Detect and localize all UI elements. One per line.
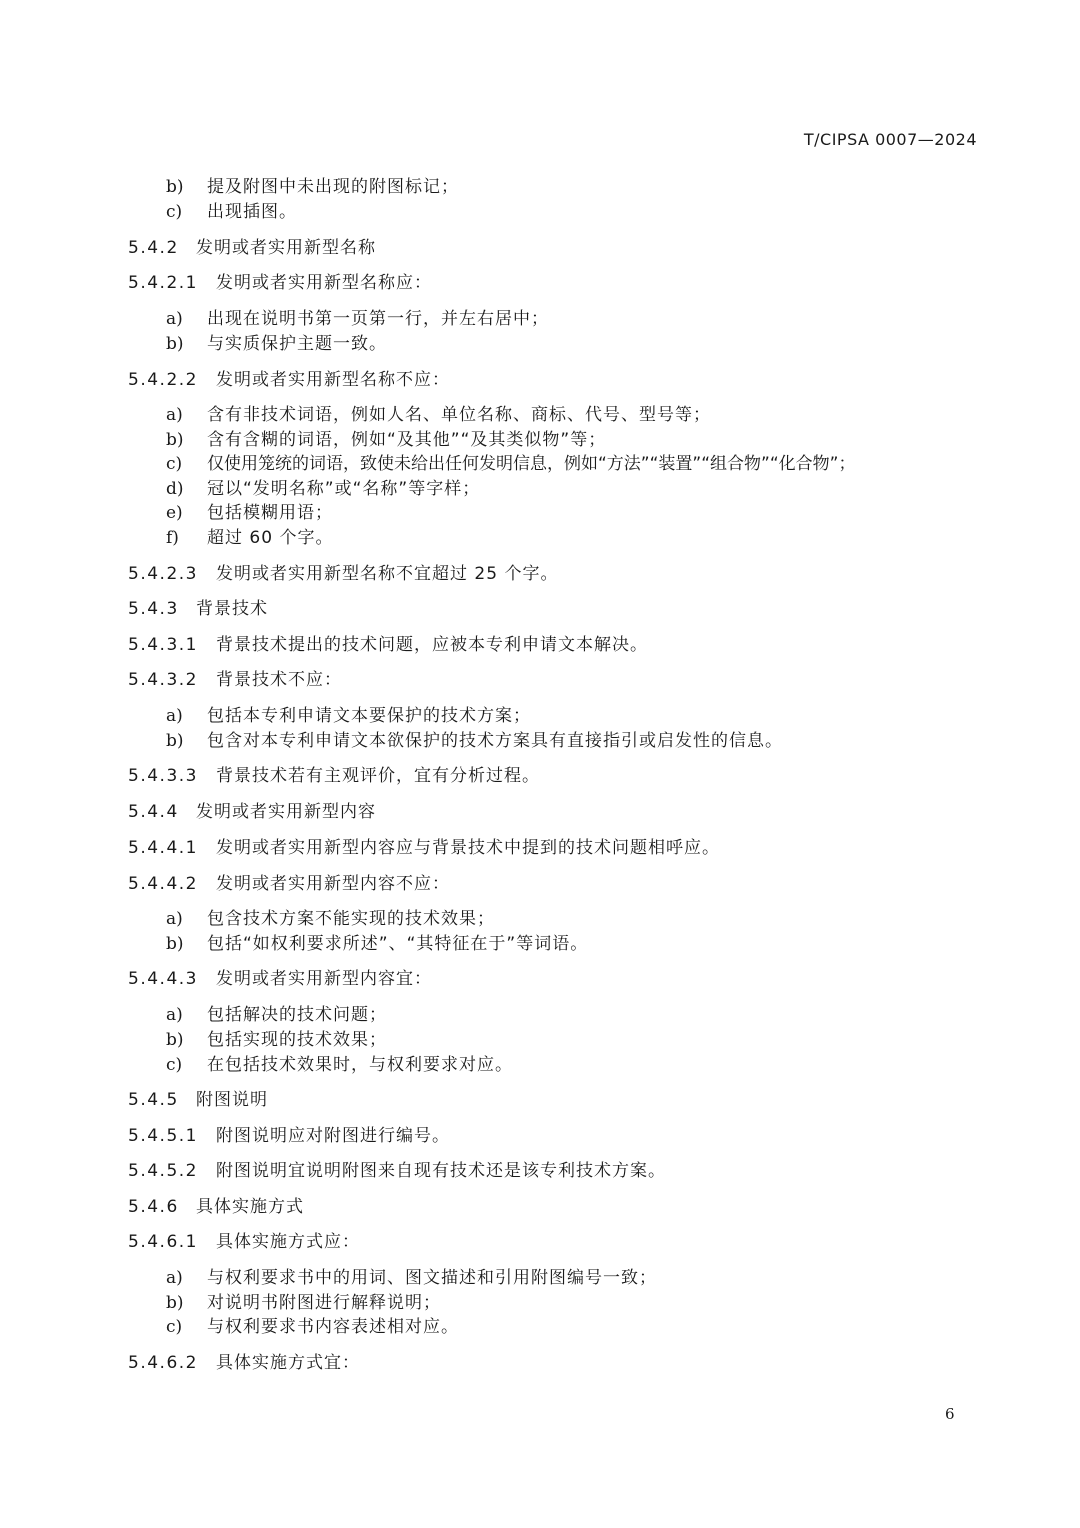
list-item	[166, 332, 387, 356]
clause	[128, 764, 540, 788]
item-label: a)	[166, 706, 183, 726]
item-label: c)	[166, 1317, 183, 1337]
item-label: a)	[166, 1005, 183, 1025]
item-label: b)	[166, 731, 184, 751]
clause-number: 5.4.4.2	[128, 874, 198, 894]
clause-text: 具体实施方式应：	[216, 1232, 360, 1252]
clause-number: 5.4.2.1	[128, 273, 198, 293]
list-item	[166, 428, 606, 452]
list-item	[166, 1053, 513, 1077]
item-text: 与权利要求书中的用词、图文描述和引用附图编号一致；	[207, 1268, 657, 1288]
clause-heading	[128, 1088, 268, 1112]
item-text: 包括本专利申请文本要保护的技术方案；	[207, 706, 531, 726]
clause-number: 5.4.2.2	[128, 370, 198, 390]
clause-heading	[128, 236, 376, 260]
item-text: 超过 60 个字。	[207, 528, 334, 548]
item-text: 包括模糊用语；	[207, 503, 333, 523]
clause-number: 5.4.6.2	[128, 1353, 198, 1373]
clause-text: 发明或者实用新型名称不应：	[216, 370, 450, 390]
clause-text: 附图说明宜说明附图来自现有技术还是该专利技术方案。	[216, 1161, 666, 1181]
clause-text: 发明或者实用新型名称应：	[216, 273, 432, 293]
list-item	[166, 452, 855, 476]
list-item	[166, 729, 783, 753]
clause-number: 5.4.2	[128, 238, 179, 258]
list-item	[166, 200, 297, 224]
list-item	[166, 1266, 657, 1290]
clause-heading	[128, 1195, 304, 1219]
clause-number: 5.4.4.3	[128, 969, 198, 989]
clause-text: 发明或者实用新型内容不应：	[216, 874, 450, 894]
clause-title: 具体实施方式	[196, 1197, 304, 1217]
clause	[128, 1159, 666, 1183]
clause-number: 5.4.5	[128, 1090, 179, 1110]
list-item	[166, 704, 531, 728]
list-item	[166, 932, 588, 956]
item-label: a)	[166, 909, 183, 929]
item-text: 包括解决的技术问题；	[207, 1005, 387, 1025]
item-text: 包括“如权利要求所述”、“其特征在于”等词语。	[207, 934, 589, 954]
clause	[128, 562, 558, 586]
list-item	[166, 1003, 387, 1027]
clause-title: 背景技术	[196, 599, 268, 619]
item-label: e)	[166, 503, 183, 523]
item-label: b)	[166, 1293, 184, 1313]
list-item	[166, 1315, 459, 1339]
item-text: 出现插图。	[207, 202, 297, 222]
clause	[128, 668, 342, 692]
item-label: f)	[166, 528, 179, 548]
item-label: c)	[166, 202, 183, 222]
list-item	[166, 307, 549, 331]
item-label: a)	[166, 309, 183, 329]
item-text: 在包括技术效果时，与权利要求对应。	[207, 1055, 513, 1075]
document-code: T/CIPSA 0007—2024	[803, 130, 977, 149]
item-label: c)	[166, 454, 183, 474]
clause	[128, 1124, 450, 1148]
clause	[128, 271, 432, 295]
clause-number: 5.4.3	[128, 599, 179, 619]
clause-text: 发明或者实用新型内容应与背景技术中提到的技术问题相呼应。	[216, 838, 720, 858]
clause-number: 5.4.5.2	[128, 1161, 198, 1181]
item-label: b)	[166, 1030, 184, 1050]
clause-title: 附图说明	[196, 1090, 268, 1110]
list-item	[166, 1028, 387, 1052]
page-number: 6	[945, 1405, 955, 1423]
item-text: 含有非技术词语，例如人名、单位名称、商标、代号、型号等；	[207, 405, 711, 425]
list-item	[166, 501, 333, 525]
item-text: 包含技术方案不能实现的技术效果；	[207, 909, 495, 929]
list-item	[166, 907, 495, 931]
clause	[128, 368, 450, 392]
list-item	[166, 175, 459, 199]
clause-number: 5.4.3.2	[128, 670, 198, 690]
clause	[128, 1351, 360, 1375]
item-text: 提及附图中未出现的附图标记；	[207, 177, 459, 197]
list-item	[166, 477, 480, 501]
item-label: d)	[166, 479, 184, 499]
item-text: 出现在说明书第一页第一行，并左右居中；	[207, 309, 549, 329]
clause-heading	[128, 800, 376, 824]
clause-title: 发明或者实用新型名称	[196, 238, 376, 258]
clause-number: 5.4.5.1	[128, 1126, 198, 1146]
clause	[128, 633, 648, 657]
clause-number: 5.4.2.3	[128, 564, 198, 584]
item-text: 冠以“发明名称”或“名称”等字样；	[207, 479, 481, 499]
list-item	[166, 403, 711, 427]
item-text: 与实质保护主题一致。	[207, 334, 387, 354]
item-label: a)	[166, 1268, 183, 1288]
item-label: b)	[166, 334, 184, 354]
item-text: 含有含糊的词语，例如“及其他”“及其类似物”等；	[207, 430, 607, 450]
item-text: 仅使用笼统的词语，致使未给出任何发明信息，例如“方法”“装置”“组合物”“化合物”；	[207, 454, 856, 474]
item-text: 对说明书附图进行解释说明；	[207, 1293, 441, 1313]
item-label: c)	[166, 1055, 183, 1075]
list-item	[166, 526, 333, 550]
clause-title: 发明或者实用新型内容	[196, 802, 376, 822]
item-text: 包括实现的技术效果；	[207, 1030, 387, 1050]
clause-text: 附图说明应对附图进行编号。	[216, 1126, 450, 1146]
clause	[128, 1230, 360, 1254]
clause-number: 5.4.4.1	[128, 838, 198, 858]
clause-text: 发明或者实用新型内容宜：	[216, 969, 432, 989]
item-label: b)	[166, 430, 184, 450]
clause-number: 5.4.6	[128, 1197, 179, 1217]
clause-number: 5.4.4	[128, 802, 179, 822]
clause	[128, 836, 720, 860]
clause-text: 发明或者实用新型名称不宜超过 25 个字。	[216, 564, 559, 584]
clause-number: 5.4.3.1	[128, 635, 198, 655]
clause-text: 具体实施方式宜：	[216, 1353, 360, 1373]
clause-text: 背景技术若有主观评价，宜有分析过程。	[216, 766, 540, 786]
item-label: b)	[166, 934, 184, 954]
item-text: 与权利要求书内容表述相对应。	[207, 1317, 459, 1337]
clause	[128, 967, 432, 991]
list-item	[166, 1291, 441, 1315]
item-label: a)	[166, 405, 183, 425]
item-label: b)	[166, 177, 184, 197]
clause-text: 背景技术提出的技术问题，应被本专利申请文本解决。	[216, 635, 648, 655]
clause-number: 5.4.6.1	[128, 1232, 198, 1252]
clause	[128, 872, 450, 896]
item-text: 包含对本专利申请文本欲保护的技术方案具有直接指引或启发性的信息。	[207, 731, 783, 751]
clause-heading	[128, 597, 268, 621]
clause-text: 背景技术不应：	[216, 670, 342, 690]
clause-number: 5.4.3.3	[128, 766, 198, 786]
